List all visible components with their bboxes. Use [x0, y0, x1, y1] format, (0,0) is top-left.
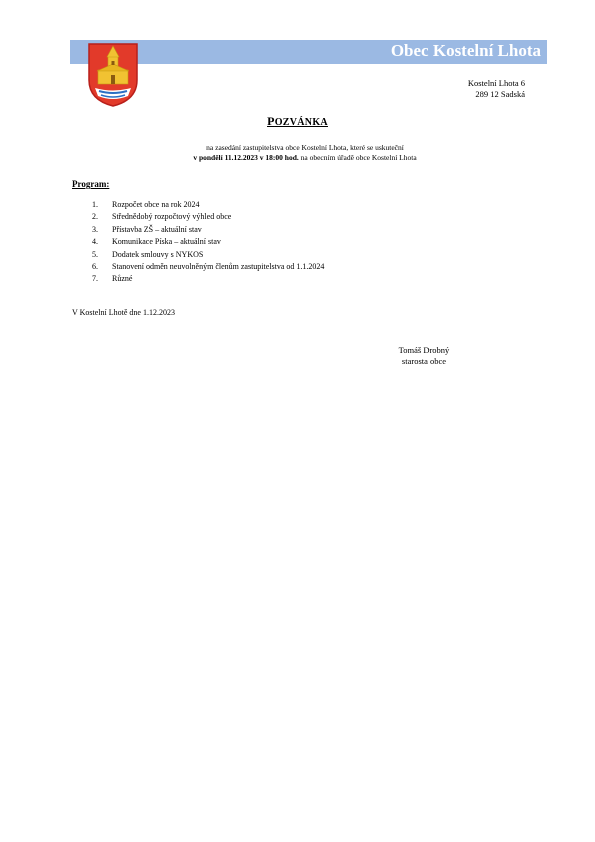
document-title [0, 114, 595, 129]
agenda-list [92, 200, 324, 287]
agenda-item-number: 1. [92, 200, 98, 209]
agenda-item [92, 200, 324, 212]
coat-of-arms-icon [87, 42, 139, 108]
agenda-item-number: 5. [92, 249, 98, 259]
municipality-title: Obec Kostelní Lhota [390, 41, 541, 60]
document-title-initial: P [267, 114, 275, 128]
agenda-item [92, 237, 324, 249]
agenda-item-number: 4. [92, 237, 98, 247]
agenda-item-text: Dodatek smlouvy s NYKOS [112, 249, 204, 259]
intro-line-1: na zasedání zastupitelstva obce Kostelní Lhota, které se uskuteční [206, 143, 404, 152]
agenda-item-number: 6. [92, 261, 98, 271]
signatory-name: Tomáš Drobný [398, 345, 450, 355]
agenda-item [92, 225, 324, 237]
invitation-intro [0, 143, 595, 163]
signatory-role: starosta obce [401, 356, 447, 366]
agenda-item-number: 7. [92, 274, 98, 284]
intro-line-2 [0, 153, 595, 163]
agenda-item-text: Střednědobý rozpočtový výhled obce [112, 212, 232, 222]
document-title-rest: OZVÁNKA [274, 117, 328, 128]
agenda-item-text: Stanovení odměn neuvolněným členům zastupitelstva od 1.1.2024 [112, 261, 325, 271]
agenda-item-number: 2. [92, 212, 98, 222]
agenda-item-text: Komunikace Píska – aktuální stav [112, 237, 221, 247]
agenda-item-text: Přístavba ZŠ – aktuální stav [112, 224, 202, 234]
meeting-datetime: v pondělí 11.12.2023 v 18:00 hod. [193, 153, 299, 162]
agenda-item-text: Různé [112, 274, 133, 284]
agenda-item [92, 274, 324, 286]
agenda-item-number: 3. [92, 224, 98, 234]
meeting-place: na obecním úřadě obce Kostelní Lhota [298, 153, 417, 162]
address-city: 289 12 Sadská [475, 89, 525, 99]
signature-block [374, 345, 474, 367]
address-block [468, 78, 525, 100]
agenda-item [92, 262, 324, 274]
agenda-item [92, 212, 324, 224]
header-bar [70, 40, 547, 64]
address-street: Kostelní Lhota 6 [467, 78, 525, 88]
place-and-date: V Kostelní Lhotě dne 1.12.2023 [72, 308, 175, 317]
agenda-item [92, 250, 324, 262]
program-heading: Program: [72, 179, 110, 189]
agenda-item-text: Rozpočet obce na rok 2024 [112, 200, 200, 209]
